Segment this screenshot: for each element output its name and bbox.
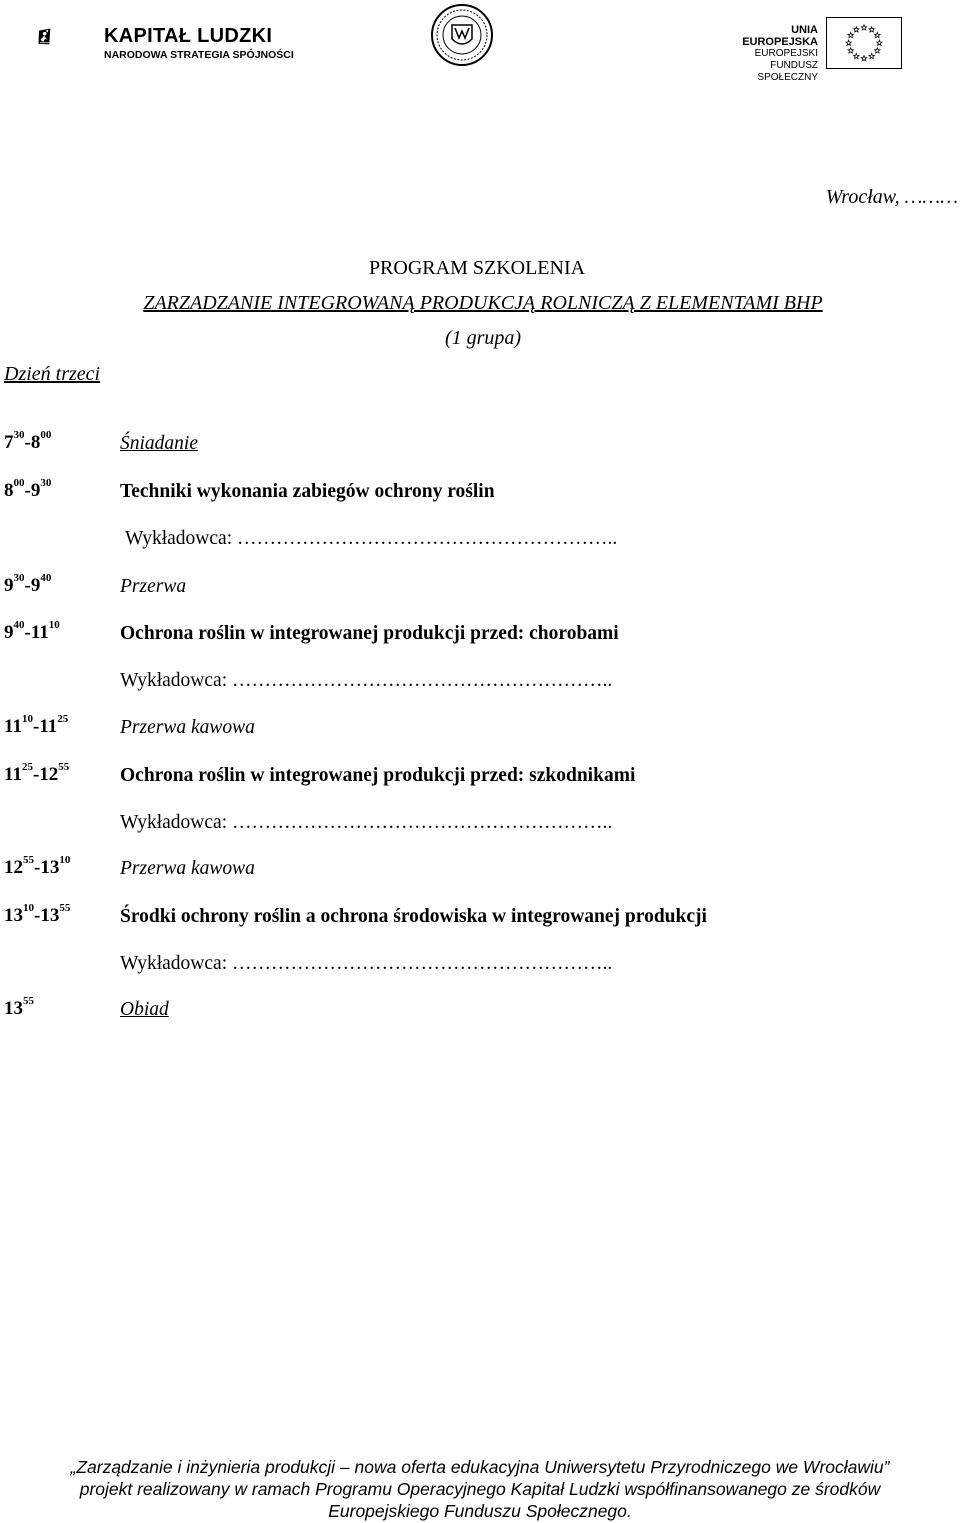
eu-star-icon <box>861 25 866 30</box>
eu-star-icon <box>854 27 859 32</box>
lecturer-line: Wykładowca: ………………………………………………….. <box>120 670 613 691</box>
eu-star-icon <box>869 53 874 58</box>
university-seal-logo <box>430 3 494 67</box>
time-hour: 9 <box>4 575 14 596</box>
time-minutes: 30 <box>13 572 25 584</box>
date-line: Wrocław, ……… <box>825 186 958 208</box>
time-hour: 13 <box>40 905 60 926</box>
footer-line1: „Zarządzanie i inżynieria produkcji – nowa oferta edukacyjna Uniwersytetu Przyrodniczego we Wrocławiu” <box>70 1457 890 1477</box>
eu-star-icon <box>848 32 853 37</box>
activity-label: Obiad <box>120 999 169 1020</box>
lecturer-line: Wykładowca: ………………………………………………….. <box>120 812 613 833</box>
time-range: $9^{30}-9^{40}$ <box>4 572 52 596</box>
time-minutes: 55 <box>23 854 34 866</box>
time-hour: 12 <box>4 857 23 878</box>
time-hour: 12 <box>39 764 59 785</box>
activity-label: Ochrona roślin w integrowanej produkcji przed: chorobami <box>120 623 619 644</box>
time-minutes: 55 <box>23 995 34 1007</box>
time-hour: 9 <box>30 480 41 501</box>
kapital-ludzki-subtitle: NARODOWA STRATEGIA SPÓJNOŚCI <box>104 49 294 61</box>
document-title: PROGRAM SZKOLENIA <box>368 257 586 279</box>
time-minutes: 10 <box>59 854 71 866</box>
eu-star-icon <box>854 53 859 58</box>
time-hour: 8 <box>4 480 14 501</box>
time-minutes: 40 <box>40 572 52 584</box>
activity-label: Przerwa kawowa <box>120 858 255 879</box>
time-minutes: 00 <box>13 477 25 489</box>
eu-star-icon <box>875 32 880 37</box>
time-range: $11^{10}-11^{25}$ <box>4 713 69 737</box>
group-label: (1 grupa) <box>444 327 522 349</box>
footer-line3: Europejskiego Funduszu Społecznego. <box>328 1501 632 1521</box>
footer-line2: projekt realizowany w ramach Programu Operacyjnego Kapitał Ludzki współfinansowanego ze środków <box>79 1479 881 1499</box>
time-minutes: 00 <box>40 429 52 441</box>
time-hour: 11 <box>4 716 22 737</box>
time-minutes: 25 <box>57 713 69 725</box>
lecturer-line: Wykładowca: ………………………………………………….. <box>125 528 618 549</box>
eu-star-icon <box>848 48 853 53</box>
time-range: $8^{00}-9^{30}$ <box>4 477 52 501</box>
time-hour: 11 <box>39 716 58 737</box>
time-hour: 7 <box>4 432 14 453</box>
lecturer-line: Wykładowca: ………………………………………………….. <box>120 953 613 974</box>
time-hour: 11 <box>30 622 49 643</box>
time-range: $13^{10}-13^{55}$ <box>4 902 71 926</box>
time-minutes: 55 <box>58 761 70 773</box>
eu-star-icon <box>875 48 880 53</box>
time-hour: 13 <box>4 905 23 926</box>
activity-label: Techniki wykonania zabiegów ochrony roślin <box>120 481 495 502</box>
eu-flag-icon <box>826 17 902 69</box>
activity-label: Środki ochrony roślin a ochrona środowiska w integrowanej produkcji <box>120 906 707 927</box>
time-minutes: 10 <box>23 902 34 914</box>
time-minutes: 40 <box>13 619 25 631</box>
time-minutes: 25 <box>21 761 33 773</box>
time-minutes: 30 <box>13 429 25 441</box>
time-range: $7^{30}-8^{00}$ <box>4 429 52 453</box>
activity-label: Śniadanie <box>120 433 198 454</box>
time-hour: 9 <box>4 622 14 643</box>
activity-label: Ochrona roślin w integrowanej produkcji przed: szkodnikami <box>120 765 636 786</box>
time-hour: 9 <box>30 575 41 596</box>
eu-star-icon <box>861 56 866 61</box>
time-minutes: 55 <box>59 902 71 914</box>
eu-label-line1: UNIA EUROPEJSKA <box>742 24 818 48</box>
kapital-ludzki-logo <box>38 4 102 70</box>
kapital-ludzki-title: KAPITAŁ LUDZKI <box>104 25 273 47</box>
time-minutes: 10 <box>21 713 33 725</box>
eu-label-line3: FUNDUSZ SPOŁECZNY <box>757 60 818 83</box>
activity-label: Przerwa kawowa <box>120 717 255 738</box>
eu-star-icon <box>846 40 851 45</box>
time-range: $11^{25}-12^{55}$ <box>4 761 70 785</box>
program-subtitle: ZARZADZANIE INTEGROWANĄ PRODUKCJĄ ROLNICZĄ Z ELEMENTAMI BHP <box>143 292 823 314</box>
eu-label-line2: EUROPEJSKI <box>754 48 818 59</box>
activity-label: Przerwa <box>120 576 187 597</box>
eu-label <box>718 24 818 84</box>
time-hour: 8 <box>30 432 41 453</box>
eu-star-icon <box>877 40 882 45</box>
time-range: $12^{55}-13^{10}$ <box>4 854 71 878</box>
time-hour: 13 <box>4 998 23 1019</box>
day-label: Dzień trzeci <box>4 363 101 385</box>
time-range: $9^{40}-11^{10}$ <box>4 619 60 643</box>
eu-star-icon <box>869 27 874 32</box>
time-range <box>4 995 34 1020</box>
time-minutes: 10 <box>48 619 60 631</box>
time-hour: 11 <box>4 764 22 785</box>
time-minutes: 30 <box>40 477 52 489</box>
time-hour: 13 <box>40 857 60 878</box>
